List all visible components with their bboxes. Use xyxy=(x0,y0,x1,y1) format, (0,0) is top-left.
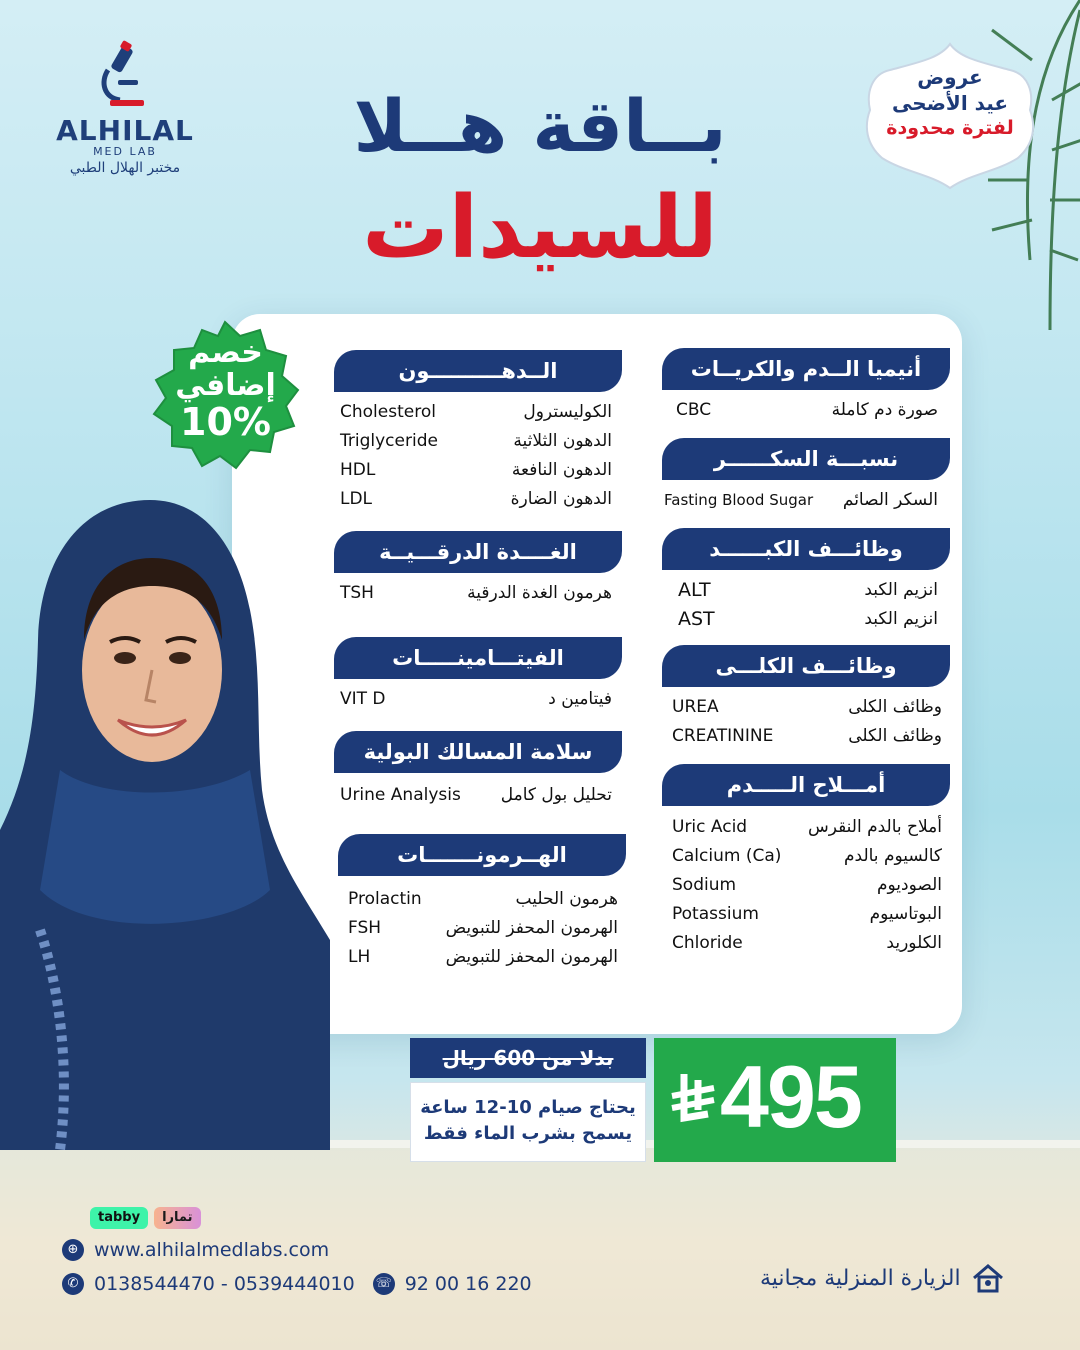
title-line-2: للسيدات xyxy=(362,178,718,278)
section-liver-title: وظائـــف الكبــــــد xyxy=(662,528,950,570)
test-en: TSH xyxy=(340,583,374,603)
section-lipids-title: الــدهــــــــــون xyxy=(334,350,622,392)
test-row xyxy=(340,685,612,713)
website-line[interactable] xyxy=(62,1236,329,1264)
logo-sub-en: MED LAB xyxy=(93,145,157,158)
section-anemia-title: أنيميا الــدم والكريــات xyxy=(662,348,950,390)
section-salts-title: أمـــلاح الـــــدم xyxy=(662,764,950,806)
discount-line-1: خصم xyxy=(188,335,263,370)
phone-icon: ☏ xyxy=(373,1273,395,1295)
fasting-line-1: يحتاج صيام 10-12 ساعة xyxy=(420,1097,636,1118)
test-ar: كالسيوم بالدم xyxy=(844,846,942,866)
section-kidney-title: وظائـــف الكلـــى xyxy=(662,645,950,687)
test-row xyxy=(678,576,938,604)
tabby-badge: tabby xyxy=(90,1207,148,1229)
test-en: Urine Analysis xyxy=(340,785,461,805)
payment-methods xyxy=(90,1207,201,1231)
test-ar: وظائف الكلى xyxy=(848,697,942,717)
test-ar: الدهون الضارة xyxy=(510,489,612,509)
test-ar: الدهون النافعة xyxy=(511,460,612,480)
test-ar: الهرمون المحفز للتبويض xyxy=(445,947,618,967)
price-value: 495 xyxy=(720,1047,861,1146)
test-ar: الدهون الثلاثية xyxy=(513,431,612,451)
test-ar: السكر الصائم xyxy=(842,490,938,510)
test-row xyxy=(672,813,942,841)
offer-line-3: لفترة محدودة xyxy=(886,117,1014,139)
test-row xyxy=(664,486,938,514)
test-row xyxy=(672,929,942,957)
test-en: UREA xyxy=(672,697,719,717)
test-row xyxy=(340,427,612,455)
globe-icon: ⊕ xyxy=(62,1239,84,1261)
section-urinary-title: سلامة المسالك البولية xyxy=(334,731,622,773)
test-en: Sodium xyxy=(672,875,737,895)
test-en: Chloride xyxy=(672,933,743,953)
test-row xyxy=(672,693,942,721)
test-ar: البوتاسيوم xyxy=(869,904,942,924)
section-sugar-title: نسبـــة السكــــــر xyxy=(662,438,950,480)
discount-line-3: 10% xyxy=(180,400,271,444)
logo-name-ar: مختبر الهلال الطبي xyxy=(69,160,181,176)
home-location-icon xyxy=(971,1262,1005,1294)
test-en: Uric Acid xyxy=(672,817,748,837)
test-en: Cholesterol xyxy=(340,402,436,422)
section-hormones-title: الهــرمونـــــــات xyxy=(338,834,626,876)
test-ar: وظائف الكلى xyxy=(848,726,942,746)
fasting-line-2: يسمح بشرب الماء فقط xyxy=(423,1123,633,1144)
test-en: ALT xyxy=(678,579,711,601)
offer-badge xyxy=(860,40,1040,190)
test-ar: الكوليسترول xyxy=(523,402,612,422)
discount-badge xyxy=(148,318,303,473)
test-row xyxy=(348,943,618,971)
test-row xyxy=(672,722,942,750)
test-ar: الهرمون المحفز للتبويض xyxy=(445,918,618,938)
test-en: CBC xyxy=(676,400,712,420)
section-thyroid-title: الغــــدة الدرقـــيــة xyxy=(334,531,622,573)
test-row xyxy=(676,396,938,424)
phone-number[interactable]: 92 00 16 220 xyxy=(404,1273,532,1295)
test-en: CREATININE xyxy=(672,726,774,746)
whatsapp-icon: ✆ xyxy=(62,1273,84,1295)
fasting-note xyxy=(410,1082,646,1162)
microscope-icon xyxy=(90,40,160,110)
section-vitamins-title: الفيتـــامينـــــات xyxy=(334,637,622,679)
test-row xyxy=(672,842,942,870)
test-ar: انزيم الكبد xyxy=(864,580,938,600)
contact-line xyxy=(62,1270,532,1298)
test-en: VIT D xyxy=(340,689,386,709)
test-ar: فيتامين د xyxy=(548,689,612,709)
test-en: LH xyxy=(348,947,371,967)
logo xyxy=(50,40,200,176)
test-row xyxy=(672,871,942,899)
test-ar: هرمون الحليب xyxy=(515,889,618,909)
old-price xyxy=(410,1038,646,1078)
website-link[interactable]: www.alhilalmedlabs.com xyxy=(94,1239,330,1261)
whatsapp-numbers[interactable]: 0138544470 - 0539444010 xyxy=(94,1273,355,1295)
test-ar: تحليل بول كامل xyxy=(500,785,612,805)
test-en: Calcium (Ca) xyxy=(672,846,782,866)
test-row xyxy=(340,579,612,607)
test-ar: صورة دم كاملة xyxy=(831,400,938,420)
test-en: Prolactin xyxy=(348,889,422,909)
test-en: Fasting Blood Sugar xyxy=(664,491,814,509)
test-row xyxy=(348,914,618,942)
test-row xyxy=(348,885,618,913)
test-en: LDL xyxy=(340,489,373,509)
test-row xyxy=(340,456,612,484)
test-ar: هرمون الغدة الدرقية xyxy=(467,583,612,603)
test-ar: الكلوريد xyxy=(886,933,942,953)
test-en: AST xyxy=(678,608,715,630)
home-visit-text: الزيارة المنزلية مجانية xyxy=(760,1265,961,1291)
test-row xyxy=(340,485,612,513)
test-ar: أملاح بالدم النقرس xyxy=(807,817,942,837)
old-price-text: بدلا من 600 ريال xyxy=(442,1046,614,1070)
home-visit xyxy=(760,1262,1040,1294)
title-line-1: بــاقة هــلا xyxy=(353,84,727,168)
logo-name-en: ALHILAL xyxy=(56,114,194,147)
test-en: HDL xyxy=(340,460,376,480)
offer-line-1: عروض xyxy=(917,65,983,89)
tamara-badge: تمارا xyxy=(154,1207,200,1229)
test-ar: الصوديوم xyxy=(876,875,942,895)
offer-line-2: عيد الأضحى xyxy=(891,91,1009,115)
test-row xyxy=(672,900,942,928)
test-en: FSH xyxy=(348,918,382,938)
test-row xyxy=(340,781,612,809)
test-row xyxy=(678,605,938,633)
test-row xyxy=(340,398,612,426)
riyal-symbol-icon xyxy=(668,1070,718,1130)
discount-line-2: إضافي xyxy=(175,368,276,403)
woman-illustration xyxy=(0,470,330,1150)
test-en: Potassium xyxy=(672,904,759,924)
test-en: Triglyceride xyxy=(340,431,438,451)
test-ar: انزيم الكبد xyxy=(864,609,938,629)
price-box xyxy=(654,1038,896,1162)
